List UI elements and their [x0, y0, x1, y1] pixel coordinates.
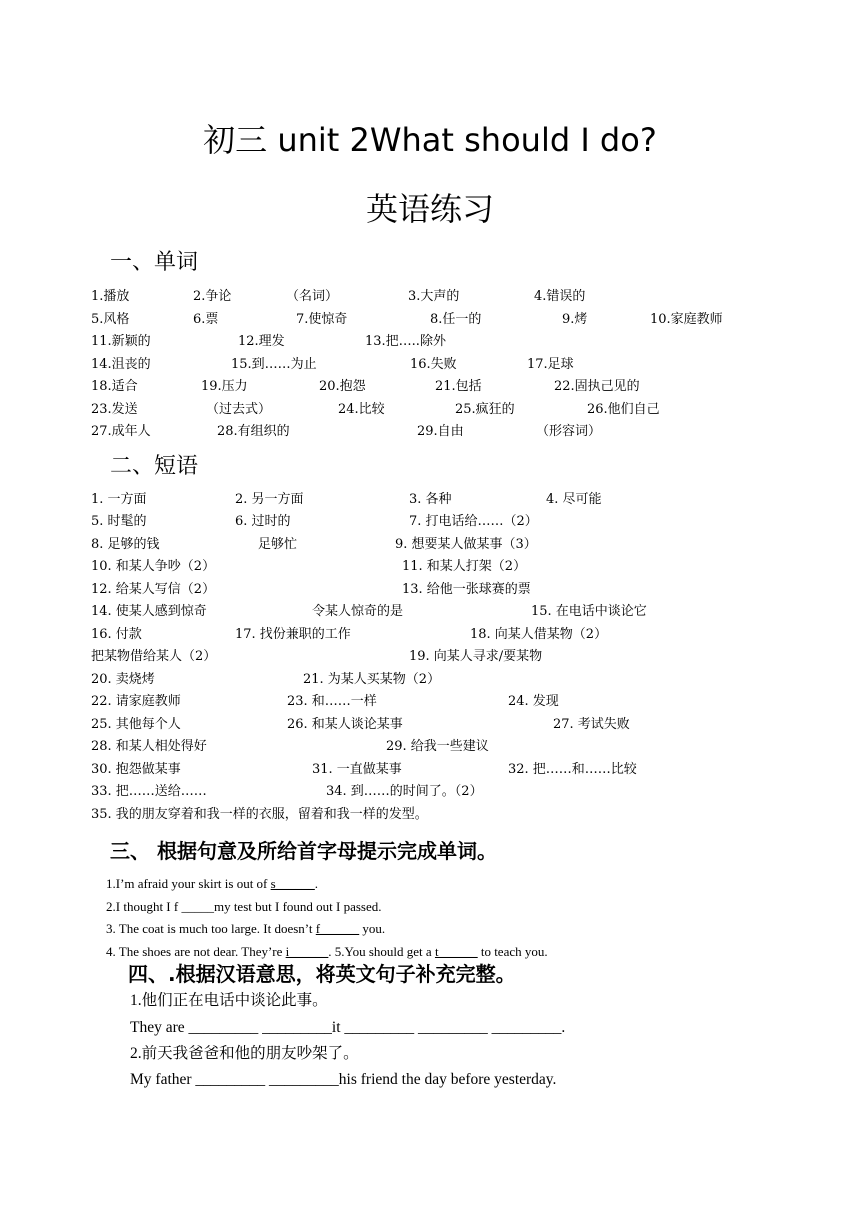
word-row [0, 332, 860, 352]
word-item: 22.固执己见的 [554, 379, 640, 394]
phrase-row [0, 535, 860, 555]
word-item: 5.风格 [91, 312, 130, 327]
phrase-item: 3. 各种 [409, 492, 452, 507]
word-item: 17.足球 [527, 357, 574, 372]
phrase-item: 31. 一直做某事 [312, 762, 402, 777]
section-heading-phrases: 二、短语 [110, 454, 199, 479]
word-note: （过去式） [206, 402, 272, 417]
fill-question-2: 2.I thought I f _____my test but I found out I passed. [106, 899, 382, 914]
word-item: 29.自由 [417, 424, 464, 439]
word-item: 1.播放 [91, 289, 130, 304]
word-item: 10.家庭教师 [650, 312, 723, 327]
phrase-item: 28. 和某人相处得好 [91, 739, 207, 754]
word-item: 16.失败 [410, 357, 457, 372]
word-row [0, 287, 860, 307]
phrase-row [0, 715, 860, 735]
fill-question-4-5: 4. The shoes are not dear. They’re i______. 5.You should get a t______ to teach you. [106, 944, 548, 959]
phrase-item: 足够忙 [258, 537, 298, 552]
word-item: 4.错误的 [534, 289, 586, 304]
phrase-row [0, 737, 860, 757]
phrase-item: 6. 过时的 [235, 514, 291, 529]
word-item: 6.票 [193, 312, 219, 327]
phrase-row [0, 670, 860, 690]
phrase-item: 33. 把……送给…… [91, 784, 207, 799]
phrase-item: 9. 想要某人做某事（3） [395, 537, 537, 552]
phrase-item: 8. 足够的钱 [91, 537, 160, 552]
phrase-row [0, 602, 860, 622]
fill-question-1: 1.I’m afraid your skirt is out of s______. [106, 876, 318, 891]
word-item: 26.他们自己 [587, 402, 660, 417]
phrase-row [0, 805, 860, 825]
word-item: 8.任一的 [430, 312, 482, 327]
word-row [0, 377, 860, 397]
phrase-item: 13. 给他一张球赛的票 [402, 582, 531, 597]
word-item: 3.大声的 [408, 289, 460, 304]
word-item: 23.发送 [91, 402, 138, 417]
sentence-prompt-2: 2.前天我爸爸和他的朋友吵架了。 [130, 1045, 359, 1062]
phrase-item: 34. 到……的时间了。（2） [326, 784, 483, 799]
sentence-blank-1: They are _________ _________it _________ _________ _________. [130, 1019, 566, 1036]
phrase-item: 18. 向某人借某物（2） [470, 627, 608, 642]
section-heading-fill-letters: 三、 根据句意及所给首字母提示完成单词。 [110, 839, 497, 863]
phrase-item: 24. 发现 [508, 694, 559, 709]
phrase-item: 22. 请家庭教师 [91, 694, 181, 709]
page-subtitle: 英语练习 [365, 190, 494, 228]
phrase-item: 27. 考试失败 [553, 717, 630, 732]
word-item: 14.沮丧的 [91, 357, 151, 372]
word-item: 25.疯狂的 [455, 402, 515, 417]
phrase-row [0, 580, 860, 600]
word-item: 24.比较 [338, 402, 385, 417]
phrase-item: 32. 把……和……比较 [508, 762, 637, 777]
phrase-item: 35. 我的朋友穿着和我一样的衣服，留着和我一样的发型。 [91, 807, 428, 822]
word-item: 2.争论 [193, 289, 232, 304]
phrase-item: 2. 另一方面 [235, 492, 304, 507]
phrase-item: 30. 抱怨做某事 [91, 762, 181, 777]
phrase-row [0, 692, 860, 712]
phrase-item: 7. 打电话给……（2） [409, 514, 538, 529]
word-row [0, 310, 860, 330]
word-item: 27.成年人 [91, 424, 151, 439]
word-item: 21.包括 [435, 379, 482, 394]
word-item: 9.烤 [562, 312, 588, 327]
phrase-item: 20. 卖烧烤 [91, 672, 155, 687]
phrase-row [0, 647, 860, 667]
section-heading-complete-sentences: 四、.根据汉语意思，将英文句子补充完整。 [128, 962, 516, 986]
word-item: 12.理发 [238, 334, 285, 349]
word-item: 19.压力 [201, 379, 248, 394]
phrase-row [0, 782, 860, 802]
word-row [0, 422, 860, 442]
word-item: 28.有组织的 [217, 424, 290, 439]
word-item: 15.到……为止 [231, 357, 317, 372]
phrase-item: 令某人惊奇的是 [312, 604, 404, 619]
phrase-item: 19. 向某人寻求/要某物 [409, 649, 543, 664]
phrase-row [0, 490, 860, 510]
phrase-item: 25. 其他每个人 [91, 717, 181, 732]
phrase-item: 26. 和某人谈论某事 [287, 717, 403, 732]
sentence-prompt-1: 1.他们正在电话中谈论此事。 [130, 992, 328, 1009]
phrase-item: 把某物借给某人（2） [91, 649, 217, 664]
word-item: 20.抱怨 [319, 379, 366, 394]
page-title: 初三 unit 2What should I do? [203, 121, 657, 159]
word-item: 18.适合 [91, 379, 138, 394]
phrase-item: 12. 给某人写信（2） [91, 582, 216, 597]
phrase-row [0, 760, 860, 780]
word-row [0, 355, 860, 375]
phrase-item: 4. 尽可能 [546, 492, 602, 507]
phrase-item: 29. 给我一些建议 [386, 739, 489, 754]
phrase-row [0, 557, 860, 577]
word-note: （形容词） [536, 424, 602, 439]
fill-question-3: 3. The coat is much too large. It doesn’t f______ you. [106, 921, 386, 936]
section-heading-words: 一、单词 [110, 250, 199, 275]
phrase-item: 15. 在电话中谈论它 [531, 604, 647, 619]
phrase-item: 16. 付款 [91, 627, 142, 642]
sentence-blank-2: My father _________ _________his friend the day before yesterday. [130, 1071, 557, 1088]
phrase-row [0, 625, 860, 645]
phrase-item: 21. 为某人买某物（2） [303, 672, 441, 687]
word-note: （名词） [286, 289, 339, 304]
phrase-item: 11. 和某人打架（2） [402, 559, 527, 574]
phrase-item: 10. 和某人争吵（2） [91, 559, 216, 574]
phrase-item: 14. 使某人感到惊奇 [91, 604, 207, 619]
phrase-item: 23. 和……一样 [287, 694, 377, 709]
word-item: 7.使惊奇 [296, 312, 348, 327]
phrase-item: 17. 找份兼职的工作 [235, 627, 351, 642]
phrase-item: 1. 一方面 [91, 492, 147, 507]
word-item: 11.新颖的 [91, 334, 151, 349]
phrase-row [0, 512, 860, 532]
phrase-item: 5. 时髦的 [91, 514, 147, 529]
word-item: 13.把…..除外 [365, 334, 446, 349]
word-row [0, 400, 860, 420]
